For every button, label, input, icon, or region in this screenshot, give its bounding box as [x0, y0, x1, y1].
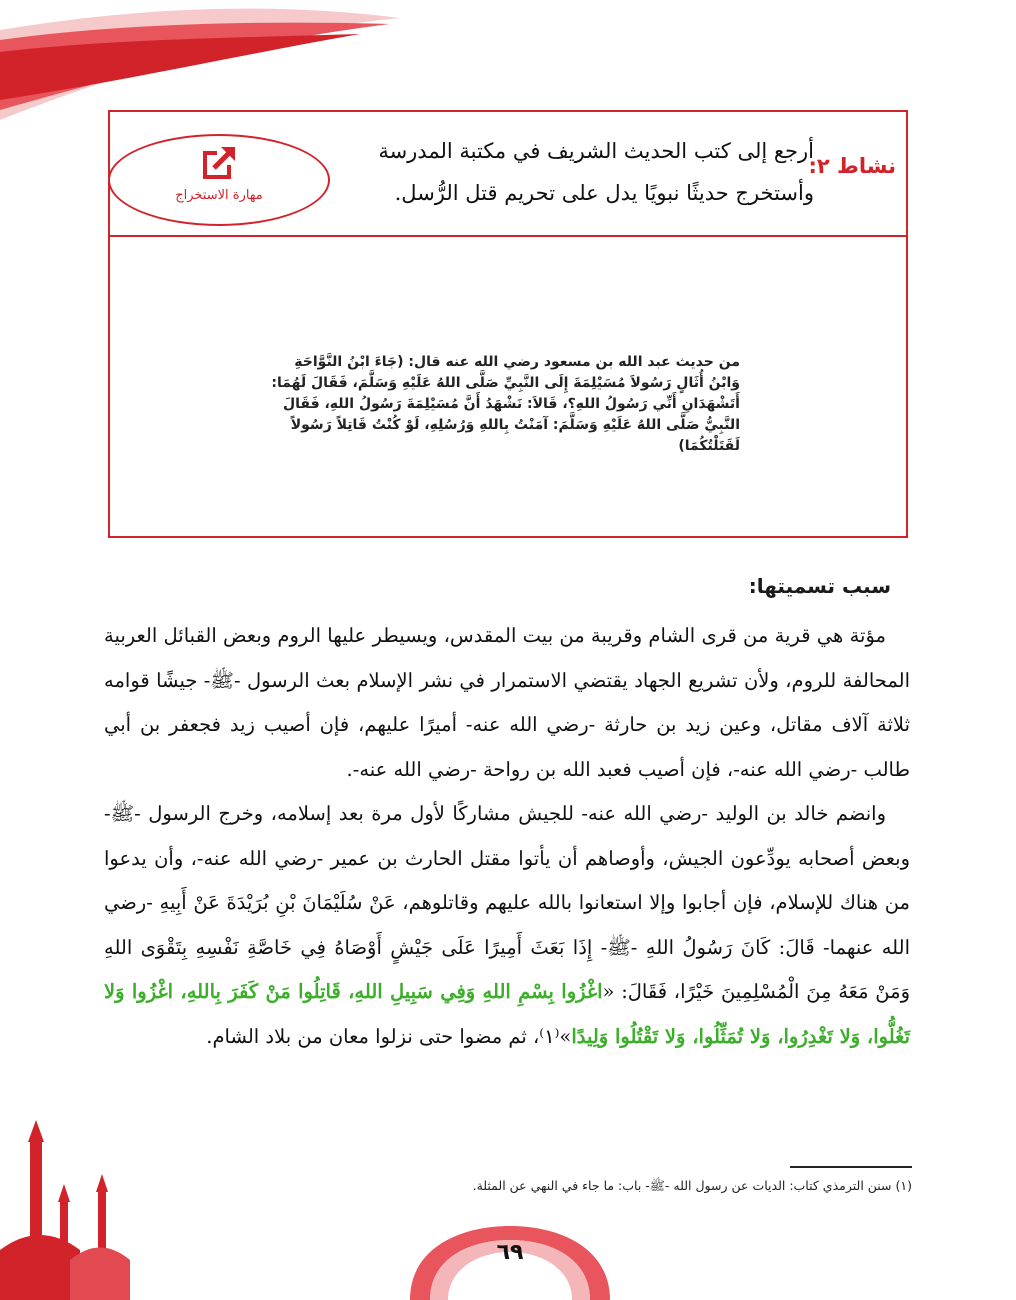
- activity-box: [108, 110, 908, 538]
- section-title: سبب تسميتها:: [748, 574, 891, 598]
- mosque-silhouette-decoration: [0, 1120, 140, 1300]
- activity-instruction: أرجع إلى كتب الحديث الشريف في مكتبة المدرسة وأستخرج حديثًا نبويًا يدل على تحريم قتل الرُّسل.: [378, 139, 814, 205]
- activity-label: نشاط ٢:: [808, 154, 896, 178]
- page-number: ٦٩: [496, 1240, 524, 1265]
- body-text: [104, 614, 910, 1059]
- extract-icon: [202, 146, 236, 180]
- skill-badge-label: مهارة الاستخراج: [175, 188, 263, 203]
- footnote-divider: [790, 1166, 912, 1168]
- prophet-hadith-quote: اغْزُوا بِسْمِ اللهِ وَفِي سَبِيلِ اللهِ، قَاتِلُوا مَنْ كَفَرَ بِاللهِ، اغْزُوا وَلا تَغُلُّوا، وَلا تَغْدِرُوا، وَلا تُمَثِّلُوا، وَلا تَقْتُلُوا وَلِيدًا: [104, 980, 910, 1048]
- paragraph-2-intro: وانضم خالد بن الوليد -رضي الله عنه- للجيش مشاركًا لأول مرة بعد إسلامه، وخرج الرسول -ﷺ- وبعض أصحابه يودِّعون الجيش، وأوصاهم أن يأتوا مقتل الحارث بن عمير -رضي الله عنه-، وأن يدعوا من هناك للإسلام، فإن أجابوا وإلا استعانوا بالله عليهم وقاتلوهم، عَنْ سُلَيْمَانَ بْنِ بُرَيْدَةَ عَنْ أَبِيهِ -رضي الله عنهما- قَالَ: كَانَ رَسُولُ اللهِ -ﷺ- إِذَا بَعَثَ أَمِيرًا عَلَى جَيْشٍ أَوْصَاهُ فِي خَاصَّةِ نَفْسِهِ بِتَقْوَى اللهِ وَمَنْ مَعَهُ مِنَ الْمُسْلِمِينَ خَيْرًا، فَقَالَ: «: [104, 802, 910, 1003]
- footnote: (١) سنن الترمذي كتاب: الديات عن رسول الله -ﷺ- باب: ما جاء في النهي عن المثلة.: [472, 1178, 912, 1193]
- paragraph-1: مؤتة هي قرية من قرى الشام وقريبة من بيت المقدس، ويسيطر عليها الروم وبعض القبائل العربية المحالفة للروم، ولأن تشريع الجهاد يقتضي الاستمرار في نشر الإسلام بعث الرسول -ﷺ- جيشًا قوامه ثلاثة آلاف مقاتل، وعين زيد بن حارثة -رضي الله عنه- أميرًا عليهم، فإن أصيب زيد فجعفر بن أبي طالب -رضي الله عنه-، فإن أصيب فعبد الله بن رواحة -رضي الله عنه-.: [104, 624, 910, 781]
- paragraph-2: [104, 792, 910, 1059]
- hadith-answer: من حديث عبد الله بن مسعود رضي الله عنه قال: (جَاءَ ابْنُ النَّوَّاحَةِ وَابْنُ أُثَالٍ رَسُولاَ مُسَيْلِمَةَ إِلَى النَّبِيِّ صَلَّى اللهُ عَلَيْهِ وَسَلَّمَ، فَقَالَ لَهُمَا: أَتَشْهَدَانِ أَنِّي رَسُولُ اللهِ؟، قَالاَ: نَشْهَدُ أَنَّ مُسَيْلِمَةَ رَسُولُ اللهِ، فَقَالَ النَّبِيُّ صَلَّى اللهُ عَلَيْهِ وَسَلَّمَ: آمَنْتُ بِاللهِ وَرُسُلِهِ، لَوْ كُنْتُ قَاتِلاً رَسُولاً لَقَتَلْتُكُمَا): [271, 354, 740, 454]
- paragraph-2-outro: »⁽١⁾، ثم مضوا حتى نزلوا معان من بلاد الشام.: [206, 1024, 572, 1048]
- activity-header: [110, 112, 906, 237]
- skill-badge: [108, 134, 330, 226]
